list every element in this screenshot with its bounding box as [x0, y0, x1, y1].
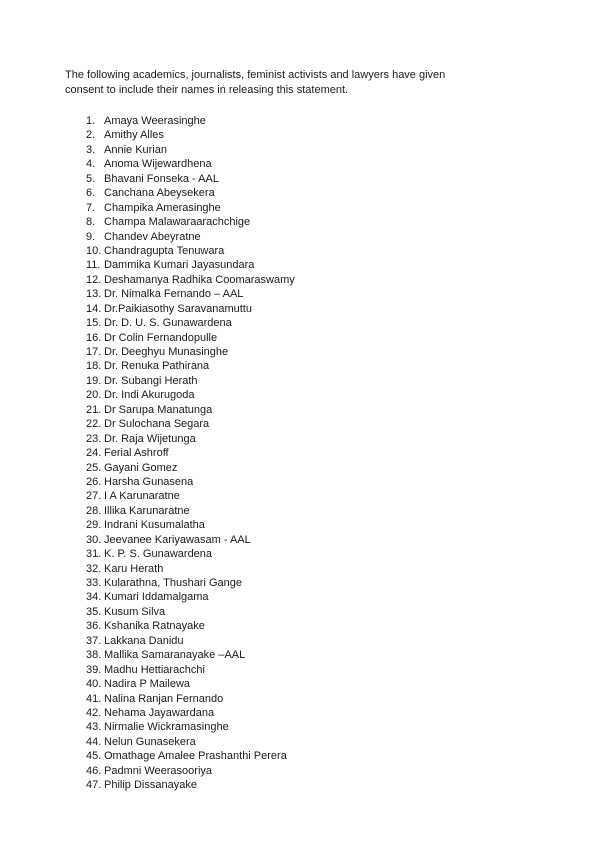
signatories-list: [86, 114, 295, 793]
list-item-number: 7.: [86, 201, 96, 214]
list-item-name: Nehama Jayawardana: [104, 706, 215, 719]
list-item: [86, 489, 295, 503]
list-item: [86, 446, 295, 460]
list-item-number: 40.: [86, 678, 102, 691]
list-item-name: Dammika Kumari Jayasundara: [104, 259, 255, 272]
list-item: [86, 374, 295, 388]
list-item-name: Anoma Wijewardhena: [104, 158, 212, 171]
list-item-name: Nelun Gunasekera: [104, 735, 196, 748]
list-item: [86, 388, 295, 402]
list-item-number: 3.: [86, 143, 96, 156]
list-item: [86, 417, 295, 431]
list-item-number: 18.: [86, 360, 102, 373]
list-item-name: Nalina Ranjan Fernando: [104, 692, 224, 705]
list-item: [86, 692, 295, 706]
list-item-name: Lakkana Danidu: [104, 634, 184, 647]
list-item-number: 38.: [86, 649, 102, 662]
list-item: [86, 648, 295, 662]
list-item: [86, 215, 295, 229]
intro-line-1: The following academics, journalists, feminist activists and lawyers have given: [65, 69, 446, 81]
list-item-number: 36.: [86, 620, 102, 633]
list-item-number: 12.: [86, 273, 102, 286]
list-item-name: Dr. Deeghyu Munasinghe: [104, 346, 229, 358]
list-item: [86, 244, 295, 258]
list-item-name: Dr Sarupa Manatunga: [104, 403, 213, 416]
list-item-name: Champa Malawaraarachchige: [104, 216, 251, 229]
list-item-name: Indrani Kusumalatha: [104, 519, 205, 532]
list-item-name: Chandev Abeyratne: [104, 230, 201, 243]
list-item-name: Illika Karunaratne: [104, 504, 190, 517]
list-item: [86, 749, 295, 763]
list-item-name: Dr. Subangi Herath: [104, 374, 198, 387]
list-item-number: 28.: [86, 504, 102, 517]
list-item-name: Dr.Paikiasothy Saravanamuttu: [104, 302, 252, 315]
list-item-number: 15.: [86, 317, 102, 330]
list-item-name: Gayani Gomez: [104, 461, 178, 474]
list-item-name: Dr. D. U. S. Gunawardena: [104, 317, 232, 330]
intro-line-2: consent to include their names in releasing this statement.: [65, 83, 349, 96]
list-item-number: 19.: [86, 374, 102, 387]
list-item: [86, 518, 295, 532]
list-item-name: Kshanika Ratnayake: [104, 620, 205, 633]
list-item-number: 25.: [86, 461, 102, 474]
list-item: [86, 576, 295, 590]
list-item: [86, 302, 295, 316]
list-item-number: 37.: [86, 634, 102, 647]
list-item: [86, 172, 295, 186]
list-item-number: 30.: [86, 533, 102, 546]
list-item-name: K. P. S. Gunawardena: [104, 548, 213, 561]
list-item-name: Deshamanya Radhika Coomaraswamy: [104, 273, 295, 286]
list-item-number: 17.: [86, 346, 102, 358]
list-item-name: Karu Herath: [104, 562, 164, 575]
list-item: [86, 504, 295, 518]
list-item-name: Dr. Raja Wijetunga: [104, 432, 196, 445]
list-item-number: 22.: [86, 418, 102, 431]
list-item: [86, 345, 295, 359]
list-item-number: 39.: [86, 663, 102, 676]
list-item: [86, 258, 295, 272]
list-item-name: Jeevanee Kariyawasam - AAL: [104, 533, 251, 546]
list-item-name: I A Karunaratne: [104, 490, 180, 503]
list-item: [86, 720, 295, 734]
list-item-number: 14.: [86, 302, 102, 315]
list-item-number: 5.: [86, 172, 96, 185]
list-item: [86, 143, 295, 157]
list-item-name: Bhavani Fonseka - AAL: [104, 172, 219, 185]
list-item-number: 13.: [86, 288, 102, 301]
list-item: [86, 157, 295, 171]
list-item-number: 46.: [86, 764, 102, 777]
list-item: [86, 316, 295, 330]
list-item: [86, 359, 295, 373]
list-item-number: 27.: [86, 490, 102, 503]
list-item: [86, 461, 295, 475]
list-item-number: 42.: [86, 706, 102, 719]
list-item-name: Kumari Iddamalgama: [104, 591, 209, 604]
list-item-name: Annie Kurian: [104, 143, 167, 156]
list-item-name: Amaya Weerasinghe: [104, 115, 206, 127]
list-item: [86, 634, 295, 648]
list-item-name: Nirmalie Wickramasinghe: [104, 721, 229, 734]
list-item-number: 34.: [86, 591, 102, 604]
list-item-name: Dr Colin Fernandopulle: [104, 331, 218, 344]
list-item-name: Harsha Gunasena: [104, 475, 194, 488]
list-item-number: 24.: [86, 447, 102, 460]
list-item: [86, 663, 295, 677]
intro-paragraph: [65, 68, 545, 97]
list-item-name: Dr. Nimalka Fernando – AAL: [104, 288, 244, 301]
list-item: [86, 432, 295, 446]
list-item-number: 8.: [86, 216, 96, 229]
list-item: [86, 331, 295, 345]
list-item-number: 29.: [86, 519, 102, 532]
list-item-name: Dr. Indi Akurugoda: [104, 389, 195, 402]
list-item-name: Champika Amerasinghe: [104, 201, 221, 214]
list-item-number: 9.: [86, 230, 96, 243]
list-item: [86, 764, 295, 778]
list-item-number: 10.: [86, 244, 102, 257]
list-item-name: Kusum Silva: [104, 605, 166, 618]
list-item-name: Padmni Weerasooriya: [104, 764, 213, 777]
list-item: [86, 186, 295, 200]
list-item-name: Philip Dissanayake: [104, 779, 197, 792]
list-item-number: 41.: [86, 692, 102, 705]
list-item-number: 33.: [86, 577, 102, 589]
list-item-number: 31.: [86, 548, 102, 561]
list-item: [86, 547, 295, 561]
list-item-name: Dr Sulochana Segara: [104, 418, 210, 431]
list-item-name: Madhu Hettiarachchi: [104, 663, 205, 676]
list-item-number: 45.: [86, 750, 102, 763]
list-item-number: 35.: [86, 605, 102, 618]
list-item-name: Dr. Renuka Pathirana: [104, 360, 210, 373]
list-item: [86, 605, 295, 619]
list-item-number: 2.: [86, 129, 96, 142]
list-item-name: Nadira P Mailewa: [104, 678, 191, 691]
list-item-number: 6.: [86, 187, 96, 200]
list-item: [86, 230, 295, 244]
list-item-number: 16.: [86, 331, 102, 344]
list-item-number: 32.: [86, 562, 102, 575]
list-item-number: 44.: [86, 735, 102, 748]
list-item: [86, 706, 295, 720]
list-item-number: 47.: [86, 779, 102, 792]
list-item-number: 26.: [86, 475, 102, 488]
list-item: [86, 114, 295, 128]
list-item: [86, 287, 295, 301]
list-item: [86, 677, 295, 691]
list-item: [86, 533, 295, 547]
list-item-name: Omathage Amalee Prashanthi Perera: [104, 750, 287, 763]
list-item-name: Mallika Samaranayake –AAL: [104, 649, 246, 662]
list-item-number: 1.: [86, 115, 96, 127]
list-item: [86, 735, 295, 749]
list-item-number: 23.: [86, 432, 102, 445]
list-item: [86, 590, 295, 604]
list-item: [86, 403, 295, 417]
list-item: [86, 475, 295, 489]
list-item-name: Kularathna, Thushari Gange: [104, 577, 242, 589]
list-item-number: 43.: [86, 721, 102, 734]
list-item: [86, 201, 295, 215]
list-item-number: 20.: [86, 389, 102, 402]
list-item-number: 4.: [86, 158, 96, 171]
list-item-name: Amithy Alles: [104, 129, 164, 142]
list-item: [86, 619, 295, 633]
list-item-number: 21.: [86, 403, 102, 416]
list-item: [86, 562, 295, 576]
list-item: [86, 128, 295, 142]
list-item: [86, 778, 295, 792]
list-item: [86, 273, 295, 287]
list-item-name: Chandragupta Tenuwara: [104, 244, 225, 257]
list-item-name: Canchana Abeysekera: [104, 187, 215, 200]
list-item-name: Ferial Ashroff: [104, 447, 169, 460]
list-item-number: 11.: [86, 259, 101, 272]
